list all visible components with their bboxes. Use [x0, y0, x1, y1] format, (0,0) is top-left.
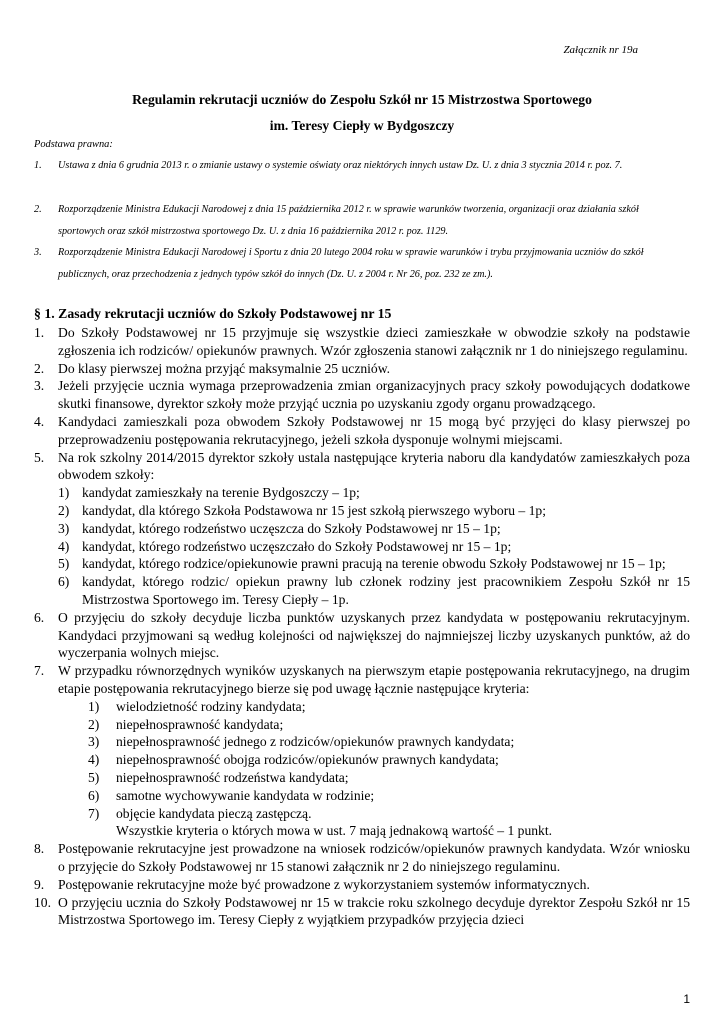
sub-item	[34, 555, 690, 573]
list-item	[34, 876, 690, 894]
sub-item-text: kandydat, którego rodzic/ opiekun prawny lub członek rodziny jest pracownikiem Zespołu Szkół nr 15 Mistrzostwa Sportowego im. Teresy Ciepły – 1p.	[82, 574, 690, 607]
legal-basis-number: 1.	[34, 160, 42, 171]
list-item	[34, 894, 690, 930]
list-item	[34, 360, 690, 378]
sub-item-text: objęcie kandydata pieczą zastępczą.	[116, 805, 312, 821]
list-item	[34, 377, 690, 413]
sub-item-text: niepełnosprawność jednego z rodziców/opiekunów prawnych kandydata;	[116, 734, 515, 750]
sub-item	[34, 805, 690, 823]
section-title: § 1. Zasady rekrutacji uczniów do Szkoły Podstawowej nr 15	[34, 306, 392, 321]
sub-item-number: 5)	[88, 769, 100, 785]
item-number: 4.	[34, 413, 45, 429]
item-number: 1.	[34, 325, 45, 340]
legal-basis-text: Rozporządzenie Ministra Edukacji Narodowej i Sportu z dnia 20 lutego 2004 roku w sprawie warunków i trybu przyjmowania uczniów do szkół publicznych, oraz przechodzenia z jednych typów szkół do innych (Dz. U. z 2004 r. Nr 26, poz. 232 ze zm.).	[58, 247, 644, 280]
sub-item	[34, 698, 690, 716]
legal-basis-item	[34, 199, 674, 243]
list-item	[34, 324, 690, 360]
item-text: O przyjęciu ucznia do Szkoły Podstawowej nr 15 w trakcie roku szkolnego decyduje dyrektor Zespołu Szkół nr 15 Mistrzostwa Sportowego im. Teresy Ciepły z wyjątkiem przypadków przyjęcia dzieci	[58, 894, 690, 928]
sub-item-text: kandydat zamieszkały na terenie Bydgoszczy – 1p;	[82, 485, 360, 501]
legal-basis-item	[34, 155, 674, 177]
item-text: Do klasy pierwszej można przyjąć maksymalnie 25 uczniów.	[58, 360, 391, 376]
legal-basis-label: Podstawa prawna:	[34, 139, 113, 150]
item-text: Jeżeli przyjęcie ucznia wymaga przeprowadzenia zmian organizacyjnych pracy szkoły powodujących dodatkowe skutki finansowe, dyrektor szkoły może przyjąć ucznia po uzyskaniu zgody organu prowadzącego.	[58, 378, 690, 412]
section-body	[34, 324, 690, 929]
attachment-label: Załącznik nr 19a	[563, 44, 638, 56]
sub-item-number: 4)	[88, 752, 100, 768]
sub-item-text: niepełnosprawność rodzeństwa kandydata;	[116, 769, 349, 785]
list-item	[34, 662, 690, 698]
list-item	[34, 609, 690, 662]
legal-basis-text: Ustawa z dnia 6 grudnia 2013 r. o zmianie ustawy o systemie oświaty oraz niektórych innych ustaw Dz. U. z dnia 3 stycznia 2014 r. poz. 7.	[58, 160, 623, 171]
item-number: 3.	[34, 378, 45, 394]
list-item	[34, 449, 690, 485]
item-number: 2.	[34, 360, 45, 376]
sub-item-text: samotne wychowywanie kandydata w rodzinie;	[116, 787, 375, 803]
sub-item	[34, 484, 690, 502]
sub-item-number: 4)	[58, 538, 70, 554]
sub-item	[34, 787, 690, 805]
sub-item	[34, 520, 690, 538]
legal-basis-number: 3.	[34, 247, 42, 258]
sub-item-text: kandydat, dla którego Szkoła Podstawowa nr 15 jest szkołą pierwszego wyboru – 1p;	[82, 502, 546, 518]
item-text: Postępowanie rekrutacyjne może być prowadzone z wykorzystaniem systemów informatycznych.	[58, 876, 590, 892]
item-number: 6.	[34, 609, 45, 625]
document-title-line-1: Regulamin rekrutacji uczniów do Zespołu Szkół nr 15 Mistrzostwa Sportowego	[132, 92, 592, 107]
item-number: 10.	[34, 894, 51, 910]
list-item	[34, 413, 690, 449]
sub-item-number: 1)	[58, 485, 70, 501]
document-title-line-2: im. Teresy Ciepły w Bydgoszczy	[269, 118, 455, 133]
sub-item-number: 6)	[88, 787, 100, 803]
sub-item-text: kandydat, którego rodzice/opiekunowie prawni pracują na terenie obwodu Szkoły Podstawowej nr 15 – 1p;	[82, 556, 666, 572]
item-text: Kandydaci zamieszkali poza obwodem Szkoły Podstawowej nr 15 mogą być przyjęci do klasy pierwszej po przeprowadzeniu postępowania rekrutacyjnego, jeżeli szkoła dysponuje wolnymi miejscami.	[58, 413, 690, 447]
item-text: O przyjęciu do szkoły decyduje liczba punktów uzyskanych przez kandydata w postępowaniu rekrutacyjnym. Kandydaci przyjmowani są według kolejności od największej do najmniejszej liczby uzyskanych punktów, aż do wyczerpania wolnych miejsc.	[58, 609, 690, 661]
sub-item-text: niepełnosprawność kandydata;	[116, 716, 284, 732]
sub-item-text: wielodzietność rodziny kandydata;	[116, 698, 306, 714]
sub-item	[34, 716, 690, 734]
sub-item-number: 5)	[58, 556, 70, 572]
sub-item-text: kandydat, którego rodzeństwo uczęszcza do Szkoły Podstawowej nr 15 – 1p;	[82, 520, 501, 536]
sub-item	[34, 502, 690, 520]
sub-item	[34, 751, 690, 769]
sub-item	[34, 769, 690, 787]
page-number: 1	[683, 992, 690, 1006]
item-text: Do Szkoły Podstawowej nr 15 przyjmuje się wszystkie dzieci zamieszkałe w obwodzie szkoły na podstawie zgłoszenia ich rodziców/ opiekunów prawnych. Wzór zgłoszenia stanowi załącznik nr 1 do niniejszego regulaminu.	[58, 325, 690, 358]
sub-item-number: 1)	[88, 698, 100, 714]
item-number: 8.	[34, 841, 45, 857]
list-item	[34, 840, 690, 876]
item-number: 7.	[34, 663, 45, 679]
item-text: Postępowanie rekrutacyjne jest prowadzone na wniosek rodziców/opiekunów prawnych kandydata. Wzór wniosku o przyjęcie do Szkoły Podstawowej nr 15 stanowi załącznik nr 2 do niniejszego regulaminu.	[58, 841, 690, 874]
legal-basis-item	[34, 242, 674, 286]
sub-item-number: 3)	[88, 734, 100, 750]
sub-item-number: 6)	[58, 574, 70, 590]
sub-item-number: 2)	[58, 502, 70, 518]
sub-item	[34, 573, 690, 609]
sub-item	[34, 538, 690, 556]
item-text: W przypadku równorzędnych wyników uzyskanych na pierwszym etapie postępowania rekrutacyjnego, na drugim etapie postępowania rekrutacyjnego bierze się pod uwagę łącznie następujące kryteria:	[58, 663, 690, 696]
item-number: 9.	[34, 876, 45, 892]
legal-basis-number: 2.	[34, 204, 42, 215]
sub-item	[34, 733, 690, 751]
sub-item-text: niepełnosprawność obojga rodziców/opiekunów prawnych kandydata;	[116, 752, 499, 768]
sub-item-text: kandydat, którego rodzeństwo uczęszczało do Szkoły Podstawowej nr 15 – 1p;	[82, 538, 512, 554]
sub-item-number: 7)	[88, 805, 100, 821]
sub-item-number: 3)	[58, 520, 70, 536]
sub-item-number: 2)	[88, 716, 100, 732]
criteria-note: Wszystkie kryteria o których mowa w ust. 7 mają jednakową wartość – 1 punkt.	[116, 823, 553, 839]
item-number: 5.	[34, 449, 45, 465]
legal-basis-text: Rozporządzenie Ministra Edukacji Narodowej z dnia 15 października 2012 r. w sprawie warunków tworzenia, organizacji oraz działania szkół sportowych oraz szkół mistrzostwa sportowego Dz. U. z dnia 16 października 2012 r. poz. 1129.	[58, 204, 639, 237]
item-text: Na rok szkolny 2014/2015 dyrektor szkoły ustala następujące kryteria naboru dla kandydatów zamieszkałych poza obwodem szkoły:	[58, 449, 690, 483]
